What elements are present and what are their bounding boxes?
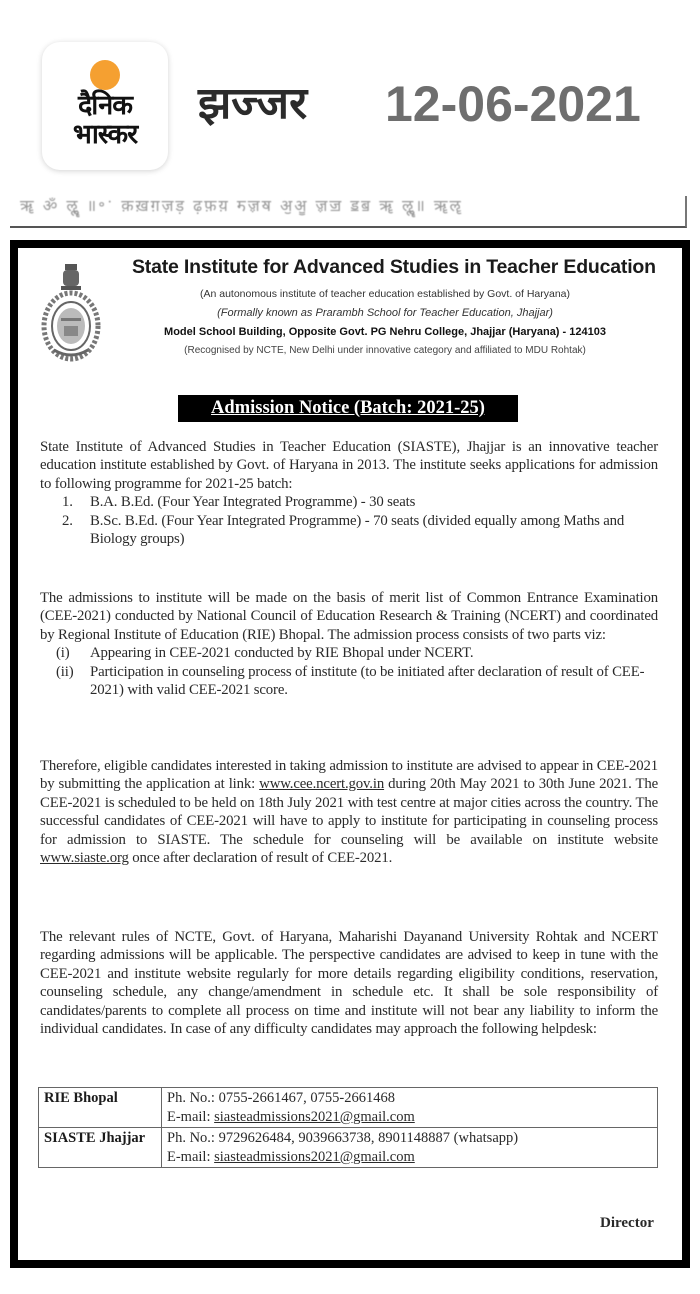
- haryana-emblem-icon: [40, 262, 102, 362]
- rules-paragraph: The relevant rules of NCTE, Govt. of Haryana, Maharishi Dayanand University Rohtak and NCERT regarding admissions will be applicable. The perspective candidates are advised to keep in tune with the CEE-2021 and institute website regularly for more details regarding eligibility conditions, reservation, counseling schedule, any change/amendment in schedule etc. It shall be sole responsibility of candidates/parents to complete all process on time and institute will not bear any liability to inform the individual candidates. In case of any difficulty candidates may approach the following helpdesk:: [40, 929, 658, 1038]
- programme-text: B.A. B.Ed. (Four Year Integrated Programme) - 30 seats: [90, 494, 416, 511]
- email-line: [167, 1108, 652, 1127]
- phone-label: Ph. No.:: [167, 1130, 219, 1146]
- table-row: [39, 1088, 658, 1128]
- cee-ncert-link[interactable]: www.cee.ncert.gov.in: [259, 776, 385, 793]
- helpdesk-org: RIE Bhopal: [39, 1088, 162, 1128]
- phone-numbers: 0755-2661467, 0755-2661468: [218, 1090, 395, 1106]
- notice-title: Admission Notice (Batch: 2021-25): [178, 395, 518, 422]
- intro-paragraph: State Institute of Advanced Studies in Teacher Education (SIASTE), Jhajjar is an innovative teacher education institute established by Govt. of Haryana in 2013. The institute seeks applications for admission to following programme for 2021-25 batch:: [40, 439, 658, 492]
- sun-icon: [90, 60, 120, 90]
- process-item: [40, 644, 658, 662]
- process-item: [40, 663, 658, 700]
- phone-numbers: 9729626484, 9039663738, 8901148887 (whatsapp): [218, 1130, 519, 1146]
- city-name: झज्जर: [198, 78, 308, 129]
- application-text-1: Therefore, eligible candidates interested in taking admission to institute are advised to appear in CEE-2021 by submitting the application at link:: [40, 758, 658, 793]
- phone-label: Ph. No.:: [167, 1090, 219, 1106]
- application-text-2: during 20th May 2021 to 30th June 2021. The CEE-2021 is scheduled to be held on 18th July 2021 with test centre at major cities across the country. The successful candidates of CEE-2021 will have to apply to institute for participating in counseling process for admission to SIASTE. The schedule for counseling will be available on institute website: [40, 776, 658, 848]
- institute-subtitle: (An autonomous institute of teacher education established by Govt. of Haryana): [199, 288, 571, 300]
- email-label: E-mail:: [167, 1108, 215, 1125]
- programme-number: 1.: [62, 494, 73, 511]
- logo-text-line1: दैनिक: [77, 90, 133, 121]
- dainik-bhaskar-logo[interactable]: [42, 42, 168, 170]
- programme-item: [40, 493, 658, 511]
- application-paragraph: [40, 757, 658, 867]
- signature-director: Director: [600, 1215, 654, 1231]
- institute-name: State Institute for Advanced Studies in Teacher Education: [132, 256, 656, 278]
- application-text-3: once after declaration of result of CEE-2021.: [128, 850, 393, 867]
- helpdesk-contact: [162, 1128, 658, 1168]
- institute-recognition: (Recognised by NCTE, New Delhi under innovative category and affiliated to MDU Rohtak): [184, 345, 586, 356]
- process-text: Participation in counseling process of institute (to be initiated after declaration of result of CEE-2021) with valid CEE-2021 score.: [90, 663, 645, 699]
- programme-list: [40, 493, 658, 548]
- clipped-article-strip: [10, 196, 687, 228]
- edition-date: 12-06-2021: [385, 76, 641, 132]
- helpdesk-contact: [162, 1088, 658, 1128]
- admission-basis-section: [40, 589, 658, 699]
- clipped-text: ॠ ॐ ॡॢॣ ॥॰ॱ क़ख़ग़ज़ड़ ढ़फ़य़ ॸॹॺ ॶॷ ॹॼ ॾॿ ॠ ॡॢॣ॥ ॠॡ: [20, 196, 463, 215]
- admission-basis-paragraph: The admissions to institute will be made on the basis of merit list of Common Entrance Examination (CEE-2021) conducted by National Council of Education Research & Training (NCERT) and coordinated by Regional Institute of Education (RIE) Bhopal. The admission process consists of two parts viz:: [40, 590, 658, 643]
- process-number: (i): [56, 645, 70, 662]
- helpdesk-org: SIASTE Jhajjar: [39, 1128, 162, 1168]
- programme-number: 2.: [62, 512, 73, 529]
- process-number: (ii): [56, 663, 74, 680]
- email-label: E-mail:: [167, 1148, 215, 1165]
- email-link[interactable]: siasteadmissions2021@gmail.com: [214, 1148, 415, 1165]
- phone-line: [167, 1089, 652, 1108]
- programme-item: [40, 512, 658, 549]
- process-list: [40, 644, 658, 699]
- institute-address: Model School Building, Opposite Govt. PG Nehru College, Jhajjar (Haryana) - 124103: [164, 326, 606, 338]
- table-row: [39, 1128, 658, 1168]
- programme-text: B.Sc. B.Ed. (Four Year Integrated Programme) - 70 seats (divided equally among Maths and Biology groups): [90, 512, 625, 548]
- process-text: Appearing in CEE-2021 conducted by RIE Bhopal under NCERT.: [90, 645, 474, 662]
- email-line: [167, 1148, 652, 1167]
- logo-text-line2: भास्कर: [72, 119, 138, 150]
- siaste-website-link[interactable]: www.siaste.org: [40, 850, 129, 867]
- institute-former-name: (Formally known as Prarambh School for Teacher Education, Jhajjar): [217, 307, 553, 319]
- intro-section: [40, 438, 658, 548]
- email-link[interactable]: siasteadmissions2021@gmail.com: [214, 1108, 415, 1125]
- phone-line: [167, 1129, 652, 1148]
- helpdesk-table: [38, 1087, 658, 1168]
